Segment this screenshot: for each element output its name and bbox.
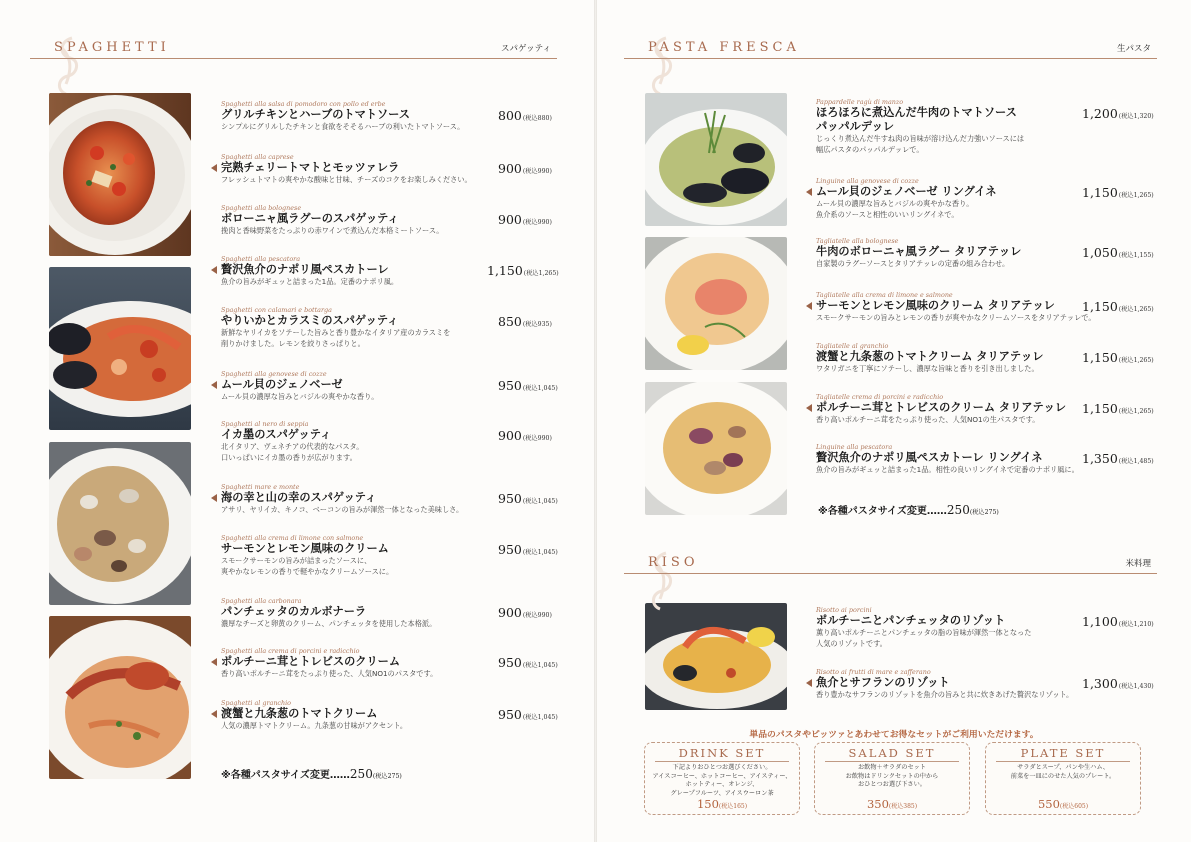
price-value: 950 — [498, 655, 522, 670]
recommend-marker-icon — [806, 302, 812, 310]
menu-item[interactable] — [816, 606, 1162, 649]
set-title-rule — [825, 761, 959, 762]
price-tax: (税込1,045) — [522, 662, 558, 669]
price-tax: (税込990) — [522, 612, 552, 619]
price-tax: (税込1,045) — [522, 714, 558, 721]
price-value: 950 — [498, 707, 522, 722]
italian-name: Spaghetti al nero di seppia — [221, 420, 309, 428]
spaghetti-clams-photo — [49, 442, 191, 605]
dish-price — [1082, 299, 1154, 314]
price-tax: (税込1,045) — [522, 385, 558, 392]
size-note-tax: (税込275) — [372, 773, 402, 780]
menu-item[interactable] — [221, 647, 578, 680]
set-description: サラダとスープ、パンや生ハム、 — [1017, 764, 1109, 771]
price-tax: (税込990) — [522, 219, 552, 226]
section-title-en: RISO — [648, 555, 699, 570]
menu-item[interactable] — [221, 420, 578, 463]
pasta-fresca-header — [624, 40, 1157, 80]
dish-price — [1082, 185, 1154, 200]
dish-description: 魚介の旨みがギュッと詰まった1品。定番のナポリ風。 — [221, 277, 399, 286]
dish-name: ポルチーニとパンチェッタのリゾット — [816, 614, 1006, 627]
dish-description: 挽肉と香味野菜をたっぷりの赤ワインで煮込んだ本格ミートソース。 — [221, 226, 444, 235]
dish-name: 贅沢魚介のナポリ風ペスカトーレ — [221, 263, 389, 276]
dish-price — [1082, 401, 1154, 416]
set-description: アイスコーヒー、ホットコーヒー、アイスティー、 — [652, 772, 792, 780]
price-value: 1,200 — [1082, 106, 1118, 121]
recommend-marker-icon — [211, 710, 217, 718]
menu-item[interactable] — [221, 534, 578, 577]
price-tax: (税込1,045) — [522, 498, 558, 505]
set-title: DRINK SET — [678, 746, 766, 760]
dish-description: 香り高いポルチーニ茸をたっぷり使った、人気NO1の生パスタです。 — [816, 415, 1040, 424]
price-value: 350 — [866, 797, 889, 811]
set-description: 前菜を一皿にのせた人気のプレート。 — [1010, 772, 1116, 780]
menu-item[interactable] — [221, 306, 578, 349]
dish-price — [1082, 676, 1154, 691]
section-title-jp: スパゲッティ — [501, 44, 551, 54]
italian-name: Risotto ai frutti di mare e zafferano — [816, 668, 931, 676]
dish-price — [498, 491, 558, 506]
dish-name: ほろほろに煮込んだ牛肉のトマトソース — [816, 106, 1017, 119]
dish-name: 渡蟹と九条葱のトマトクリーム — [221, 707, 378, 720]
price-value: 900 — [498, 428, 522, 443]
size-note-price: 250 — [349, 767, 373, 781]
italian-name: Spaghetti alla bolognese — [221, 204, 302, 212]
menu-item[interactable] — [221, 255, 578, 288]
price-value: 1,150 — [1082, 299, 1118, 314]
price-tax: (税込1,045) — [522, 549, 558, 556]
price-value: 1,350 — [1082, 451, 1118, 466]
dish-description: 口いっぱいにイカ墨の香りが広がります。 — [221, 452, 357, 462]
set-price — [815, 797, 969, 811]
price-tax: (税込1,430) — [1118, 683, 1154, 690]
set-price — [645, 797, 799, 811]
price-tax: (税込880) — [522, 115, 552, 122]
spaghetti-seafood-photo — [49, 267, 191, 430]
dish-name: グリルチキンとハーブのトマトソース — [221, 108, 410, 121]
dish-description: ムール貝の濃厚な旨みとバジルの爽やかな香り。 — [816, 199, 974, 208]
menu-item[interactable] — [816, 177, 1162, 220]
dish-description: 削りかけました。レモンを絞りさっぱりと。 — [221, 338, 365, 348]
size-note-label: ※各種パスタサイズ変更…… — [221, 770, 350, 781]
dish-price — [498, 161, 552, 176]
set-description: グレープフルーツ、アイスウーロン茶 — [670, 789, 774, 797]
menu-item[interactable] — [816, 443, 1162, 476]
dish-description: 香り高いポルチーニ茸をたっぷり使った、人気NO1のパスタです。 — [221, 669, 438, 678]
price-tax: (税込1,485) — [1118, 458, 1154, 465]
dish-name: イカ墨のスパゲッティ — [221, 428, 332, 441]
price-tax: (税込605) — [1059, 803, 1089, 810]
price-value: 800 — [498, 108, 522, 123]
price-value: 950 — [498, 378, 522, 393]
dish-name: ムール貝のジェノベーゼ — [221, 378, 343, 391]
dish-name: 牛肉のボローニャ風ラグー タリアテッレ — [816, 245, 1022, 258]
dish-price — [1082, 106, 1154, 121]
dish-description: 爽やかなレモンの香りで軽やかなクリームソースに。 — [221, 566, 394, 576]
menu-item[interactable] — [221, 204, 578, 237]
dish-description: 濃厚なチーズと卵黄のクリーム、パンチェッタを使用した本格派。 — [221, 619, 437, 628]
dish-description: スモークサーモンの旨みが詰まったソースに、 — [221, 556, 372, 565]
dish-description: 香り豊かなサフランのリゾットを魚介の旨みと共に炊きあげた贅沢なリゾット。 — [816, 690, 1074, 699]
section-title-jp: 米料理 — [1125, 559, 1151, 569]
italian-name: Spaghetti alla genovese di cozze — [221, 370, 327, 378]
header-rule — [624, 58, 1157, 59]
italian-name: Spaghetti alla pescatora — [221, 255, 301, 263]
dish-name: ポルチーニ茸とトレビスのクリーム タリアテッレ — [816, 401, 1067, 414]
price-tax: (税込1,320) — [1118, 113, 1154, 120]
set-title: PLATE SET — [1020, 746, 1106, 760]
spaghetti-header — [30, 40, 557, 80]
set-description: おひとつお選び下さい。 — [858, 781, 926, 789]
menu-item[interactable] — [816, 237, 1162, 270]
dish-price — [1082, 451, 1154, 466]
dish-price — [498, 428, 552, 443]
dish-name: ボローニャ風ラグーのスパゲッティ — [221, 212, 399, 225]
price-value: 1,300 — [1082, 676, 1118, 691]
dish-name: パンチェッタのカルボナーラ — [221, 605, 367, 618]
italian-name: Pappardelle ragù di manzo — [816, 98, 904, 106]
dish-name-line2: パッパルデッレ — [816, 120, 895, 133]
price-value: 900 — [498, 161, 522, 176]
size-note-label: ※各種パスタサイズ変更…… — [818, 506, 947, 517]
italian-name: Linguine alla pescatora — [816, 443, 893, 451]
italian-name: Spaghetti al granchio — [221, 699, 292, 707]
dish-price — [498, 212, 552, 227]
dish-description: ムール貝の濃厚な旨みとバジルの爽やかな香り。 — [221, 392, 379, 401]
dish-price — [498, 108, 552, 123]
set-description: お飲物はドリンクセットの中から — [845, 772, 939, 780]
dish-description: じっくり煮込んだ牛すね肉の旨味が溶け込んだ力強いソースには — [816, 134, 1025, 143]
header-rule — [30, 58, 557, 59]
dish-description: アサリ、ヤリイカ、キノコ、ベーコンの旨みが渾然一体となった美味しさ。 — [221, 505, 464, 514]
italian-name: Spaghetti alla caprese — [221, 153, 294, 161]
dish-price — [498, 378, 558, 393]
section-title-jp: 生パスタ — [1116, 44, 1151, 54]
price-value: 850 — [498, 314, 522, 329]
riso-header — [624, 555, 1157, 595]
recommend-marker-icon — [211, 164, 217, 172]
set-description: 下記よりおひとつお選びください。 — [672, 764, 772, 771]
price-value: 550 — [1037, 797, 1060, 811]
price-value: 950 — [498, 491, 522, 506]
italian-name: Spaghetti alla crema di limone con salmone — [221, 534, 364, 542]
dish-description: 魚介の旨みがギュッと詰まった1品。相性の良いリングイネで定番のナポリ風に。 — [816, 465, 1079, 474]
size-note-tax: (税込275) — [969, 509, 999, 516]
price-value: 1,150 — [1082, 401, 1118, 416]
menu-item[interactable] — [221, 153, 578, 186]
dish-price — [1082, 614, 1154, 629]
price-tax: (税込990) — [522, 168, 552, 175]
menu-item[interactable] — [221, 100, 578, 133]
italian-name: Spaghetti alla salsa di pomodoro con pollo ed erbe — [221, 100, 386, 108]
dish-description: スモークサーモンの旨みとレモンの香りが爽やかなクリームソースをタリアテッレで。 — [816, 313, 1096, 322]
dish-name: 贅沢魚介のナポリ風ペスカトーレ リングイネ — [816, 451, 1043, 464]
dish-description: シンプルにグリルしたチキンと食欲をそそるハーブの利いたトマトソース。 — [221, 122, 465, 131]
price-tax: (税込1,265) — [1118, 306, 1154, 313]
italian-name: Tagliatelle alla crema di limone e salmone — [816, 291, 953, 299]
italian-name: Tagliatelle al granchio — [816, 342, 889, 350]
dish-name: 魚介とサフランのリゾット — [816, 676, 950, 689]
section-title-en: PASTA FRESCA — [648, 40, 800, 55]
dish-name: サーモンとレモン風味のクリーム タリアテッレ — [816, 299, 1055, 312]
set-headline: 単品のパスタやピッツァとあわせてお得なセットがご利用いただけます。 — [749, 730, 1039, 740]
menu-item[interactable] — [221, 597, 578, 630]
dish-name: 完熟チェリートマトとモッツァレラ — [221, 161, 400, 174]
italian-name: Tagliatelle crema di porcini e radicchio — [816, 393, 944, 401]
price-tax: (税込1,265) — [1118, 357, 1154, 364]
recommend-marker-icon — [211, 658, 217, 666]
price-tax: (税込385) — [888, 803, 918, 810]
dish-price — [498, 605, 552, 620]
set-description: ホットティー、オレンジ、 — [685, 781, 759, 789]
recommend-marker-icon — [806, 679, 812, 687]
recommend-marker-icon — [806, 404, 812, 412]
dish-name: ムール貝のジェノベーゼ リングイネ — [816, 185, 997, 198]
dish-description: フレッシュトマトの爽やかな酸味と甘味、チーズのコクをお楽しみください。 — [221, 175, 472, 184]
risotto-seafood-photo — [645, 603, 787, 710]
set-card[interactable] — [644, 742, 800, 815]
price-value: 900 — [498, 605, 522, 620]
set-title-rule — [996, 761, 1130, 762]
recommend-marker-icon — [211, 494, 217, 502]
dish-name: 渡蟹と九条葱のトマトクリーム タリアテッレ — [816, 350, 1044, 363]
italian-name: Risotto ai porcini — [816, 606, 872, 614]
price-value: 1,150 — [487, 263, 523, 278]
italian-name: Tagliatelle alla bolognese — [816, 237, 899, 245]
price-value: 1,150 — [1082, 185, 1118, 200]
price-tax: (税込1,210) — [1118, 621, 1154, 628]
dish-name: 海の幸と山の幸のスパゲッティ — [221, 491, 377, 504]
price-value: 1,150 — [1082, 350, 1118, 365]
dish-price — [1082, 350, 1154, 365]
dish-description: 人気のリゾットです。 — [816, 638, 887, 648]
set-card[interactable] — [814, 742, 970, 815]
price-tax: (税込1,265) — [523, 270, 559, 277]
italian-name: Spaghetti mare e monte — [221, 483, 300, 491]
dish-description: 新鮮なヤリイカをソテーした旨みと香り豊かなイタリア産のカラスミを — [221, 328, 451, 337]
menu-item[interactable] — [816, 342, 1162, 375]
dish-description: 北イタリア、ヴェネチアの代表的なパスタ。 — [221, 442, 364, 451]
spaghetti-size-note — [221, 766, 402, 781]
fresca-size-note — [818, 502, 999, 517]
dish-price — [498, 707, 558, 722]
set-price — [986, 797, 1140, 811]
set-card[interactable] — [985, 742, 1141, 815]
set-description: お飲物＋サラダのセット — [858, 764, 926, 771]
pasta-salmon-photo — [645, 237, 787, 370]
dish-name: サーモンとレモン風味のクリーム — [221, 542, 389, 555]
recommend-marker-icon — [211, 381, 217, 389]
menu-item[interactable] — [816, 291, 1162, 324]
dish-description: ワタリガニを丁寧にソテーし、濃厚な旨味と香りを引き出しました。 — [816, 364, 1039, 373]
price-tax: (税込990) — [522, 435, 552, 442]
price-value: 1,050 — [1082, 245, 1118, 260]
dish-price — [487, 263, 559, 278]
dish-price — [498, 655, 558, 670]
price-value: 900 — [498, 212, 522, 227]
size-note-price: 250 — [946, 503, 970, 517]
price-tax: (税込1,155) — [1118, 252, 1154, 259]
price-value: 1,100 — [1082, 614, 1118, 629]
italian-name: Spaghetti alla carbonara — [221, 597, 302, 605]
dish-description: 人気の濃厚トマトクリーム。九条葱の甘味がアクセント。 — [221, 721, 408, 730]
italian-name: Linguine alla genovese di cozze — [816, 177, 919, 185]
price-tax: (税込165) — [718, 803, 748, 810]
menu-item[interactable] — [221, 483, 578, 516]
dish-description: 魚介系のソースと相性のいいリングイネで。 — [816, 209, 959, 219]
set-title: SALAD SET — [848, 746, 936, 760]
dish-description: 幅広パスタのパッパルデッレで。 — [816, 144, 924, 154]
price-tax: (税込1,265) — [1118, 408, 1154, 415]
menu-item[interactable] — [221, 370, 578, 403]
dish-description: 薫り高いポルチーニとパンチェッタの脂の旨味が渾然一体となった — [816, 628, 1032, 637]
recommend-marker-icon — [806, 188, 812, 196]
italian-name: Spaghetti alla crema di porcini e radicchio — [221, 647, 360, 655]
menu-item[interactable] — [816, 668, 1162, 701]
dish-price — [1082, 245, 1154, 260]
dish-price — [498, 542, 558, 557]
italian-name: Spaghetti con calamari e bottarga — [221, 306, 332, 314]
price-value: 150 — [696, 797, 719, 811]
menu-item[interactable] — [221, 699, 578, 732]
section-title-en: SPAGHETTI — [54, 40, 170, 55]
spaghetti-tomato-chicken-photo — [49, 93, 191, 256]
pasta-porcini-photo — [645, 382, 787, 515]
price-tax: (税込1,265) — [1118, 192, 1154, 199]
recommend-marker-icon — [211, 266, 217, 274]
menu-item[interactable] — [816, 98, 1162, 155]
header-rule — [624, 573, 1157, 574]
menu-item[interactable] — [816, 393, 1162, 426]
spaghetti-crab-photo — [49, 616, 191, 779]
set-title-rule — [655, 761, 789, 762]
dish-price — [498, 314, 552, 329]
dish-description: 自家製のラグーソースとタリアテッレの定番の組み合わせ。 — [816, 259, 1010, 268]
dish-name: ポルチーニ茸とトレビスのクリーム — [221, 655, 401, 668]
price-tax: (税込935) — [522, 321, 552, 328]
pasta-mussels-photo — [645, 93, 787, 226]
price-value: 950 — [498, 542, 522, 557]
dish-name: やりいかとカラスミのスパゲッティ — [221, 314, 399, 327]
